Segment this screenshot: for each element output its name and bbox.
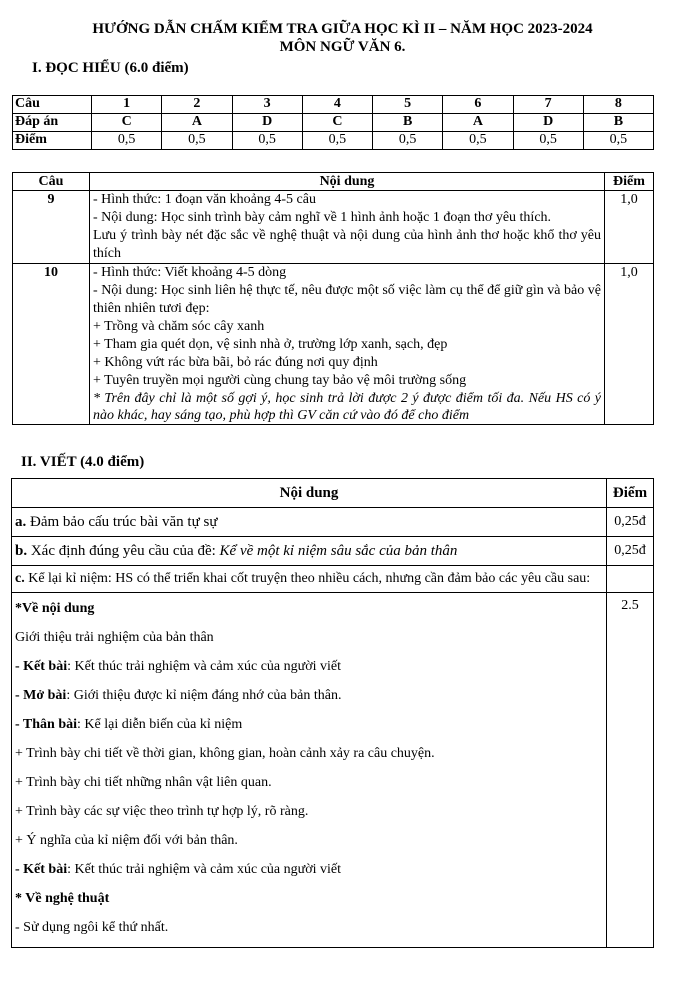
item-text: + Ý nghĩa của kỉ niệm đối với bản thân. xyxy=(15,833,238,848)
item-text: : Kết thúc trải nghiệm và cảm xúc của người viết xyxy=(67,862,342,877)
score-cell: 0,5 xyxy=(443,132,513,150)
writing-row-a xyxy=(12,508,654,537)
reading-table xyxy=(12,172,654,425)
header-question: Câu xyxy=(13,173,90,191)
score-value: 0,25đ xyxy=(607,537,654,566)
guide-line: - Hình thức: Viết khoảng 4-5 dòng xyxy=(93,265,287,280)
guide-line: - Nội dung: Học sinh liên hệ thực tế, nêu được một số việc làm cụ thể để giữ gìn và bảo vệ thiên nhiên tươi đẹp: xyxy=(93,283,601,316)
reading-row-10 xyxy=(13,264,654,425)
question-number: 9 xyxy=(13,191,90,264)
score-cell: 0,5 xyxy=(513,132,583,150)
question-number: 3 xyxy=(232,96,302,114)
content-item xyxy=(15,826,603,855)
item-text: : Giới thiệu được kỉ niệm đáng nhớ của bản thân. xyxy=(66,688,342,703)
essay-topic: Kể về một kỉ niệm sâu sắc của bản thân xyxy=(219,543,458,559)
criterion-label: c. xyxy=(15,571,25,586)
row-label: Đáp án xyxy=(13,114,92,132)
content-item xyxy=(15,710,603,739)
row-label: Điểm xyxy=(13,132,92,150)
content-intro: Giới thiệu trải nghiệm của bản thân xyxy=(15,630,214,645)
section-reading-title: I. ĐỌC HIỂU (6.0 điểm) xyxy=(32,60,189,76)
answer-cell: D xyxy=(513,114,583,132)
answer-row-questions xyxy=(13,96,654,114)
content-item xyxy=(15,768,603,797)
content-item xyxy=(15,797,603,826)
answer-cell: A xyxy=(443,114,513,132)
score-cell: 0,5 xyxy=(373,132,443,150)
grading-note: * Trên đây chỉ là một số gợi ý, học sinh trả lời được 2 ý được điểm tối đa. Nếu HS có ý nào khác, hay sáng tạo, phù hợp thì GV căn cứ vào đó để cho điểm xyxy=(93,391,601,423)
guide-line: + Tuyên truyền mọi người cùng chung tay bảo vệ môi trường sống xyxy=(93,373,467,388)
answer-guide xyxy=(90,264,605,425)
guide-line: + Trồng và chăm sóc cây xanh xyxy=(93,319,265,334)
writing-row-c xyxy=(12,566,654,593)
guide-line: Lưu ý trình bày nét đặc sắc về nghệ thuật và nội dung của hình ảnh thơ hoặc khổ thơ yêu thích xyxy=(93,228,601,261)
question-number: 5 xyxy=(373,96,443,114)
content-item xyxy=(15,652,603,681)
answer-cell: D xyxy=(232,114,302,132)
guide-line: - Hình thức: 1 đoạn văn khoảng 4-5 câu xyxy=(93,192,316,207)
answer-cell: B xyxy=(373,114,443,132)
document-title: HƯỚNG DẪN CHẤM KIỂM TRA GIỮA HỌC KÌ II – NĂM HỌC 2023-2024 xyxy=(92,21,593,37)
criterion-text: Đảm bảo cấu trúc bài văn tự sự xyxy=(26,514,218,530)
answer-row-answers xyxy=(13,114,654,132)
question-number: 10 xyxy=(13,264,90,425)
score-cell: 0,5 xyxy=(302,132,372,150)
item-text: + Trình bày các sự việc theo trình tự hợp lý, rõ ràng. xyxy=(15,804,309,819)
score-value: 2.5 xyxy=(607,593,654,948)
header-score: Điểm xyxy=(607,479,654,508)
answer-row-scores xyxy=(13,132,654,150)
criterion-a xyxy=(12,508,607,537)
writing-row-content xyxy=(12,593,654,948)
guide-line: + Không vứt rác bừa bãi, bỏ rác đúng nơi quy định xyxy=(93,355,378,370)
question-number: 1 xyxy=(92,96,162,114)
row-label: Câu xyxy=(13,96,92,114)
art-heading: * Về nghệ thuật xyxy=(15,891,110,906)
question-number: 4 xyxy=(302,96,372,114)
art-item: - Sử dụng ngôi kể thứ nhất. xyxy=(15,920,169,935)
criterion-c xyxy=(12,566,607,593)
guide-line: - Nội dung: Học sinh trình bày cảm nghĩ về 1 hình ảnh hoặc 1 đoạn thơ yêu thích. xyxy=(93,210,552,225)
criterion-label: a. xyxy=(15,514,27,530)
header-score: Điểm xyxy=(605,173,654,191)
answer-cell: C xyxy=(92,114,162,132)
section-writing-title: II. VIẾT (4.0 điểm) xyxy=(21,454,145,470)
content-item xyxy=(15,855,603,884)
criterion-label: b. xyxy=(15,543,28,559)
score-value: 1,0 xyxy=(605,264,654,425)
item-text: + Trình bày chi tiết những nhân vật liên quan. xyxy=(15,775,272,790)
criterion-text: Xác định đúng yêu cầu của đề: xyxy=(27,543,220,559)
score-empty xyxy=(607,566,654,593)
content-item xyxy=(15,681,603,710)
item-text: : Kết thúc trải nghiệm và cảm xúc của người viết xyxy=(67,659,342,674)
item-bold: - Kết bài xyxy=(15,862,68,877)
score-cell: 0,5 xyxy=(92,132,162,150)
score-value: 1,0 xyxy=(605,191,654,264)
writing-header-row xyxy=(12,479,654,508)
content-item xyxy=(15,739,603,768)
answer-cell: B xyxy=(583,114,653,132)
content-heading: *Về nội dung xyxy=(15,601,95,616)
answer-cell: C xyxy=(302,114,372,132)
criterion-text: Kể lại kỉ niệm: HS có thể triển khai cốt truyện theo nhiều cách, nhưng cần đảm bảo các yêu cầu sau: xyxy=(24,571,591,586)
reading-row-9 xyxy=(13,191,654,264)
writing-row-b xyxy=(12,537,654,566)
criterion-b xyxy=(12,537,607,566)
document-subject: MÔN NGỮ VĂN 6. xyxy=(279,39,406,55)
answer-table xyxy=(12,95,654,150)
score-cell: 0,5 xyxy=(162,132,232,150)
answer-cell: A xyxy=(162,114,232,132)
question-number: 2 xyxy=(162,96,232,114)
header-content: Nội dung xyxy=(90,173,605,191)
item-bold: - Kết bài xyxy=(15,659,68,674)
content-criteria xyxy=(12,593,607,948)
question-number: 8 xyxy=(583,96,653,114)
guide-line: + Tham gia quét dọn, vệ sinh nhà ở, trường lớp xanh, sạch, đẹp xyxy=(93,337,448,352)
score-cell: 0,5 xyxy=(583,132,653,150)
score-cell: 0,5 xyxy=(232,132,302,150)
writing-table xyxy=(11,478,654,948)
item-text: + Trình bày chi tiết về thời gian, không gian, hoàn cảnh xảy ra câu chuyện. xyxy=(15,746,435,761)
score-value: 0,25đ xyxy=(607,508,654,537)
reading-header-row xyxy=(13,173,654,191)
item-text: : Kể lại diễn biến của kỉ niệm xyxy=(77,717,243,732)
question-number: 7 xyxy=(513,96,583,114)
item-bold: - Thân bài xyxy=(15,717,77,732)
item-bold: - Mở bài xyxy=(15,688,67,703)
answer-guide xyxy=(90,191,605,264)
question-number: 6 xyxy=(443,96,513,114)
header-content: Nội dung xyxy=(12,479,607,508)
